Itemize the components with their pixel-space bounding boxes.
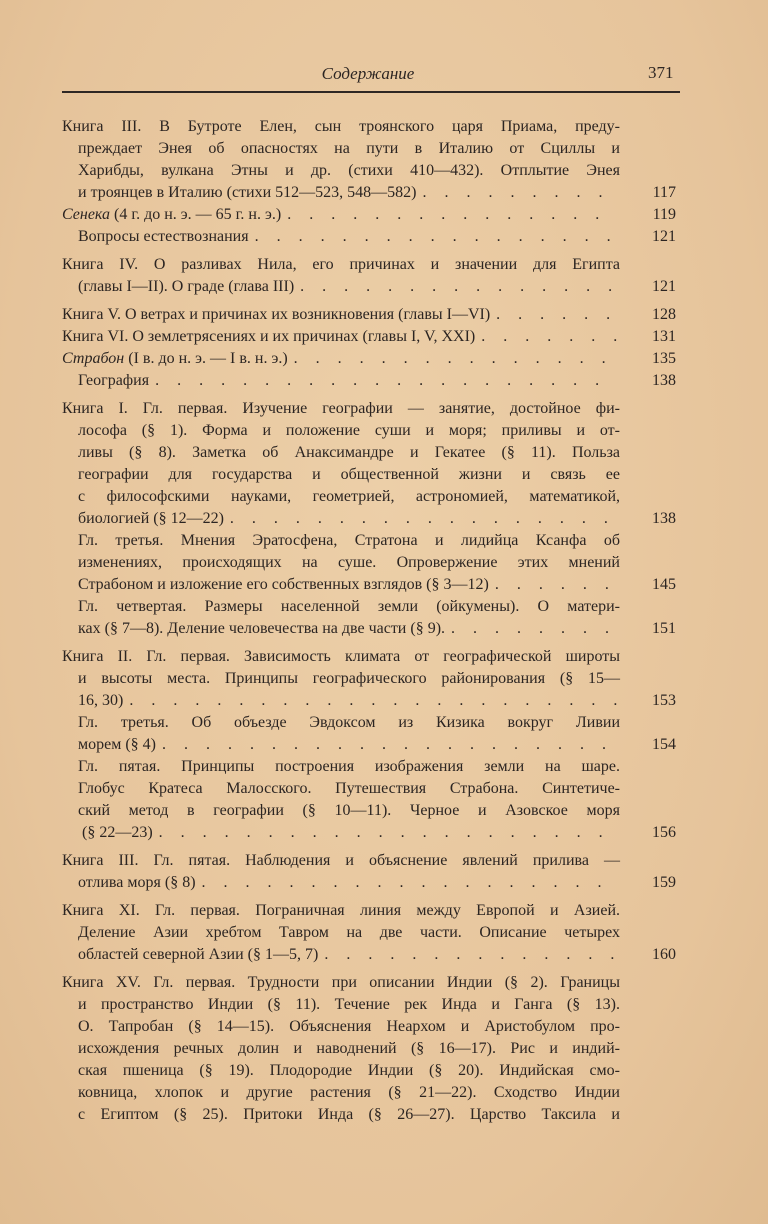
toc-line [62,486,620,508]
toc-line [62,690,676,712]
toc-group [62,646,676,844]
dot-leader [162,734,618,756]
toc-line-text: и троянцев в Италию (стихи 512—523, 548—582) [78,184,417,201]
toc-entry [62,304,676,326]
toc-page-number: 131 [652,328,676,345]
toc-line-text: изменениях, происходящих на суше. Опровержение этих мнений [78,554,620,571]
toc-group [62,116,676,248]
toc-line [62,994,620,1016]
dot-leader [129,690,618,712]
toc-line-text: ская пшеница (§ 19). Плодородие Индии (§ 20). Индийская смо- [78,1062,620,1079]
toc-group [62,398,676,640]
toc-line-text: биологией (§ 12—22) [78,510,224,527]
toc-line-text: Книга I. Гл. первая. Изучение географии — занятие, достойное фи- [62,400,620,417]
toc-line [62,276,676,298]
dot-leader [230,508,618,530]
toc-line [62,138,620,160]
toc-group [62,254,676,298]
toc-line-text: Гл. третья. Об объезде Эвдоксом из Кизика вокруг Ливии [78,714,620,731]
toc-line-text: О. Тапробан (§ 14—15). Объяснения Неархом и Аристобулом про- [78,1018,620,1035]
toc-line-text: Гл. третья. Мнения Эратосфена, Стратона и лидийца Ксанфа об [78,532,620,549]
toc-line-text: Гл. четвертая. Размеры населенной земли (ойкумены). О матери- [78,598,620,615]
toc-line [62,508,676,530]
toc-line [62,668,620,690]
toc-page-number: 153 [652,692,676,709]
toc-page-number: 151 [652,620,676,637]
toc-entry [62,116,676,204]
toc-group [62,850,676,894]
toc-line [62,530,620,552]
toc-line [62,326,676,348]
toc-page-number: 128 [652,306,676,323]
toc-line-text: ках (§ 7—8). Деление человечества на две части (§ 9). [78,620,446,637]
toc-line-text: Книга III. Гл. пятая. Наблюдения и объяснение явлений прилива — [62,852,620,869]
toc-line [62,464,620,486]
dot-leader [300,276,618,298]
toc-line-text: (I в. до н. э. — I в. н. э.) [124,350,288,367]
toc-line-text: с Египтом (§ 25). Притоки Инда (§ 26—27). Царство Таксила и [78,1106,620,1123]
toc-page-number: 121 [652,278,676,295]
toc-group [62,304,676,392]
toc-page-number: 119 [652,206,676,223]
toc-line-text: и пространство Индии (§ 11). Течение рек Инда и Ганга (§ 13). [78,996,620,1013]
toc-line [62,778,620,800]
toc-entry [62,900,676,966]
toc-line-text: География [78,372,150,389]
dot-leader [496,304,618,326]
page-number: 371 [648,63,674,82]
toc-line-text: Книга IV. О разливах Нила, его причинах и значении для Египта [62,256,620,273]
toc-line [62,618,676,640]
toc-line-text: (§ 22—23) [78,824,153,841]
toc-line [62,1082,620,1104]
dot-leader [481,326,618,348]
toc-line [62,800,620,822]
toc-line-text: Глобус Кратеса Малосского. Путешествия Страбона. Синтетиче- [78,780,620,797]
toc-group [62,900,676,966]
dot-leader [294,348,618,370]
toc-entry [62,370,676,392]
toc-line [62,370,676,392]
dot-leader [159,822,618,844]
dot-leader [202,872,618,894]
toc-line [62,1060,620,1082]
dot-leader [255,226,618,248]
dot-leader [324,944,618,966]
toc-line [62,254,620,276]
toc-line [62,204,676,226]
author-name: Страбон [62,350,125,367]
toc-line-text: отлива моря (§ 8) [78,874,196,891]
toc-entry [62,756,676,844]
toc-line [62,972,620,994]
toc-page-number: 159 [652,874,676,891]
toc-page-number: 135 [652,350,676,367]
toc-line [62,304,676,326]
toc-line-text: Книга V. О ветрах и причинах их возникновения (главы I—VI) [62,306,491,323]
toc-line-text: Книга II. Гл. первая. Зависимость климата от географической широты [62,648,620,665]
toc-line [62,1016,620,1038]
toc-entry [62,254,676,298]
dot-leader [451,618,618,640]
toc-line [62,552,620,574]
toc-line-text: ливы (§ 8). Заметка об Анаксимандре и Гекатее (§ 11). Польза [78,444,620,461]
toc-line-text: (главы I—II). О граде (глава III) [78,278,295,295]
toc-line-text: Вопросы естествознания [78,228,249,245]
toc-line [62,1038,620,1060]
toc-line-text: областей северной Азии (§ 1—5, 7) [78,946,319,963]
toc-line-text: с философскими науками, геометрией, астрономией, математикой, [78,488,620,505]
toc-line-text: Гл. пятая. Принципы построения изображения земли на шаре. [78,758,620,775]
running-header-title: Содержание [321,64,415,83]
toc-line-text: ский метод в географии (§ 10—11). Черное и Азовское моря [78,802,620,819]
toc-page-number: 156 [652,824,676,841]
toc-line-text: исхождения речных долин и наводнений (§ 16—17). Рис и индий- [78,1040,620,1057]
dot-leader [423,182,619,204]
toc-page-number: 160 [652,946,676,963]
toc-line [62,900,620,922]
toc-entry [62,204,676,226]
toc-line [62,182,676,204]
toc-entry [62,398,676,530]
toc-line-text: Страбоном и изложение его собственных взглядов (§ 3—12) [78,576,489,593]
toc-line-text: Книга XI. Гл. первая. Пограничная линия между Европой и Азией. [62,902,620,919]
toc-line-text: Книга XV. Гл. первая. Трудности при описании Индии (§ 2). Границы [62,974,620,991]
author-name: Сенека [62,206,111,223]
toc-entry [62,326,676,348]
toc-page-number: 138 [652,510,676,527]
toc-line [62,646,620,668]
toc-line [62,348,676,370]
toc-line-text: морем (§ 4) [78,736,157,753]
toc-line-text: и высоты места. Принципы географического районирования (§ 15— [78,670,620,687]
toc-entry [62,972,676,1126]
toc-entry [62,712,676,756]
table-of-contents [62,116,676,1132]
toc-line-text: преждает Энея об опасностях на пути в Италию от Сциллы и [78,140,620,157]
toc-line [62,574,676,596]
header-rule [62,91,680,93]
toc-entry [62,530,676,596]
toc-line [62,596,620,618]
toc-page-number: 138 [652,372,676,389]
toc-page-number: 117 [652,184,676,201]
toc-line [62,226,676,248]
toc-entry [62,348,676,370]
toc-line [62,398,620,420]
toc-line [62,944,676,966]
toc-entry [62,226,676,248]
toc-line [62,1104,620,1126]
dot-leader [155,370,618,392]
dot-leader [495,574,618,596]
toc-line [62,442,620,464]
toc-line [62,872,676,894]
toc-line-text: Книга III. В Бутроте Елен, сын троянского царя Приама, преду- [62,118,620,135]
toc-line [62,822,676,844]
toc-line [62,734,676,756]
toc-page-number: 154 [652,736,676,753]
toc-entry [62,596,676,640]
toc-line-text: ковница, хлопок и другие растения (§ 21—22). Сходство Индии [78,1084,620,1101]
toc-line [62,420,620,442]
toc-line-text: (4 г. до н. э. — 65 г. н. э.) [110,206,282,223]
toc-page-number: 121 [652,228,676,245]
toc-line-text: Деление Азии хребтом Тавром на две части. Описание четырех [78,924,620,941]
toc-line-text: географии для государства и общественной жизни и связь ее [78,466,620,483]
toc-line [62,712,620,734]
dot-leader [287,204,618,226]
toc-line [62,850,620,872]
toc-line [62,756,620,778]
toc-line [62,922,620,944]
toc-line-text: 16, 30) [78,692,124,709]
toc-line-text: Книга VI. О землетрясениях и их причинах (главы I, V, XXI) [62,328,476,345]
toc-line-text: лософа (§ 1). Форма и положение суши и моря; приливы и от- [78,422,620,439]
toc-line [62,116,620,138]
toc-entry [62,646,676,712]
toc-line-text: Харибды, вулкана Этны и др. (стихи 410—432). Отплытие Энея [78,162,620,179]
toc-group [62,972,676,1126]
toc-line [62,160,620,182]
toc-page-number: 145 [652,576,676,593]
toc-entry [62,850,676,894]
